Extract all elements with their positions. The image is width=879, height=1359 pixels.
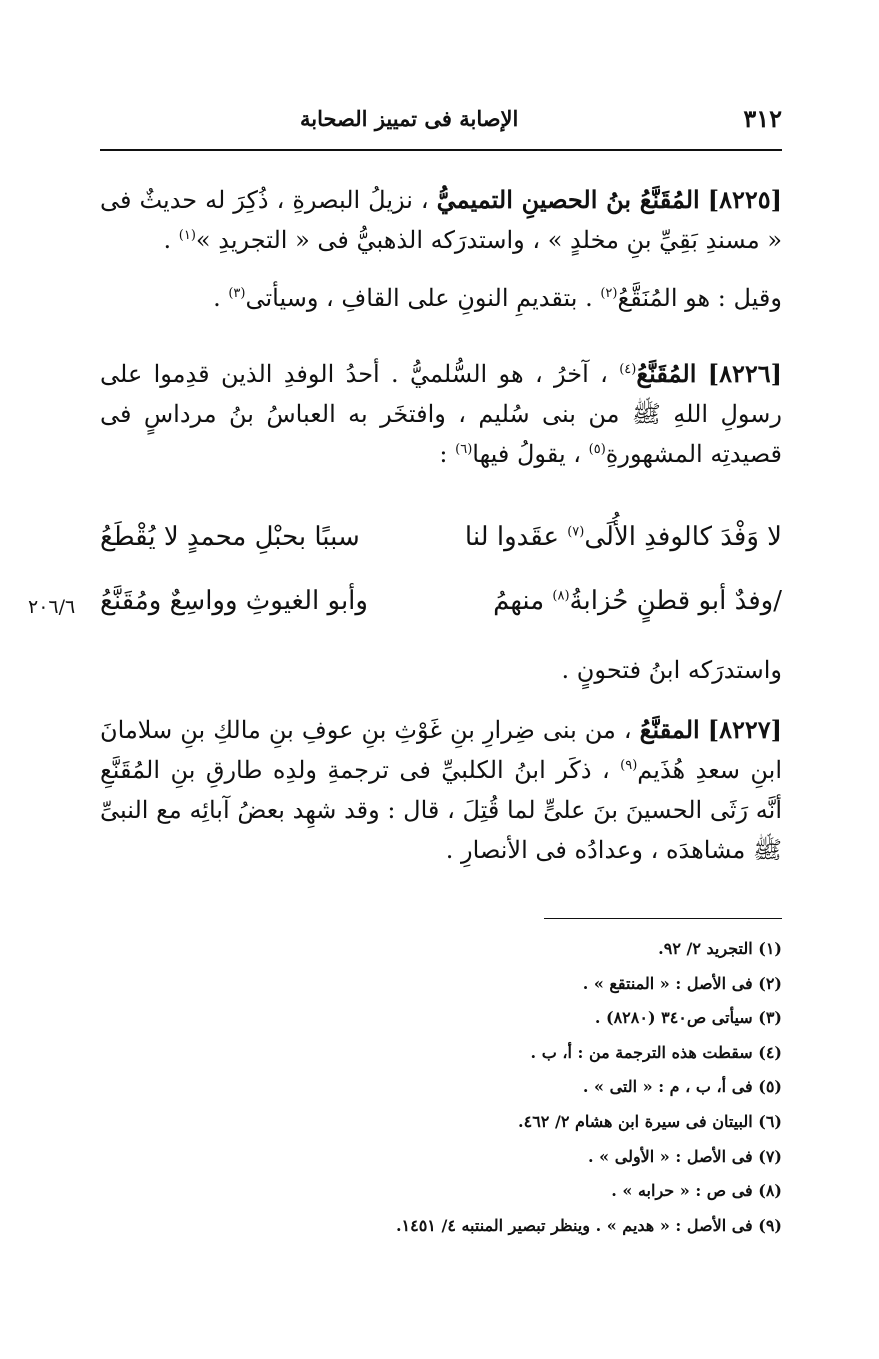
entry-name: المُقَنَّعُ بنُ الحصينِ التميميُّ bbox=[436, 185, 700, 214]
footnote-marker: (٥) bbox=[588, 442, 606, 457]
verse-second-hemistich: سببًا بحبْلِ محمدٍ لا يُقْطَعُ bbox=[100, 522, 360, 552]
entry-text: . بتقديمِ النونِ على القافِ ، وسيأتى bbox=[245, 284, 601, 312]
footnotes bbox=[100, 932, 782, 1243]
verse-first-hemistich bbox=[465, 522, 782, 552]
margin-page-reference: ٢٠٦/٦ bbox=[28, 596, 76, 618]
entry-text-end: . bbox=[163, 226, 179, 254]
page-number: ٣١٢ bbox=[743, 104, 782, 133]
footnote-marker: (٢) bbox=[600, 286, 618, 301]
poem-verse-2 bbox=[100, 586, 782, 632]
footnote: (٦) البيتان فى سيرة ابن هشام ٢/ ٤٦٢. bbox=[518, 1111, 782, 1131]
footnote: (٨) فى ص : « حرابه » . bbox=[611, 1181, 782, 1201]
footnote: (٩) فى الأصل : « هديم » . وينظر تبصير المنتبه ٤/ ١٤٥١. bbox=[395, 1215, 782, 1235]
entry-8227-paragraph bbox=[100, 710, 782, 870]
footnote: (٢) فى الأصل : « المنتقع » . bbox=[582, 973, 782, 993]
entry-8226-after bbox=[100, 650, 782, 708]
verse-text: لا وَفْدَ كالوفدِ الأُلَى bbox=[584, 522, 782, 552]
entry-8226 bbox=[100, 354, 782, 492]
entry-text: ، آخرُ ، هو السُّلميُّ . أحدُ الوفدِ الذين قدِموا على رسولِ اللهِ ﷺ من بنى سُليم ، وافتخَر به العباسُ بنُ مرداسٍ فى قصيدتِه المشهورةِ bbox=[100, 360, 782, 468]
entry-number: [٨٢٢٧] bbox=[707, 715, 782, 744]
footnote-marker: (٩) bbox=[620, 758, 638, 773]
footnote-marker: (٧) bbox=[567, 524, 585, 540]
footnote: (٣) سيأتى ص٣٤٠ (٨٢٨٠) . bbox=[594, 1008, 782, 1028]
entry-text: ، ذكَر ابنُ الكلبيِّ فى ترجمةِ ولدِه طارقِ بنِ المُقَنَّعِ أنَّه رَثَى الحسينَ بنَ علىٍّ لما قُتِلَ ، قال : وقد شهِد بعضُ آبائِه مع النبىِّ ﷺ مشاهدَه ، وعدادُه فى الأنصارِ . bbox=[100, 756, 782, 864]
footnote-marker: (١) bbox=[178, 228, 196, 243]
header-divider bbox=[100, 149, 782, 151]
entry-number: [٨٢٢٥] bbox=[707, 185, 782, 214]
footnote: (١) التجريد ٢/ ٩٢. bbox=[658, 939, 782, 958]
footnote-marker: (٣) bbox=[228, 286, 246, 301]
entry-text: وقيل : هو المُنَقَّعُ bbox=[617, 284, 782, 312]
verse-text: منهمُ bbox=[493, 586, 553, 616]
poem-verse-1 bbox=[100, 522, 782, 568]
footnote-marker: (٤) bbox=[619, 362, 637, 377]
entry-8225-paragraph bbox=[100, 180, 782, 260]
entry-text-end: : bbox=[439, 440, 456, 468]
page-header bbox=[100, 104, 782, 144]
entry-name: المقنَّعُ bbox=[639, 715, 700, 744]
footnote-marker: (٦) bbox=[455, 442, 473, 457]
footnote-divider bbox=[544, 918, 782, 919]
entry-text-end: . bbox=[213, 284, 229, 312]
footnote-marker: (٨) bbox=[552, 588, 570, 604]
entry-8227 bbox=[100, 710, 782, 888]
verse-second-hemistich: وأبو الغيوثِ وواسِعٌ ومُقَنَّعُ bbox=[100, 586, 368, 616]
footnote: (٧) فى الأصل : « الأولى » . bbox=[588, 1146, 782, 1166]
entry-8225-note bbox=[100, 278, 782, 318]
entry-number: [٨٢٢٦] bbox=[707, 359, 782, 388]
entry-name: المُقَنَّعُ bbox=[636, 359, 697, 388]
entry-text: ، يقولُ فيها bbox=[472, 440, 589, 468]
running-title: الإصابة فى تمييز الصحابة bbox=[300, 106, 519, 131]
entry-text: واستدرَكه ابنُ فتحونٍ . bbox=[561, 656, 782, 684]
footnote: (٥) فى أ، ب ، م : « التى » . bbox=[582, 1077, 782, 1097]
verse-text: عقَدوا لنا bbox=[464, 522, 568, 552]
entry-text: ، نزيلُ البصرةِ ، ذُكِرَ له حديثٌ فى « مسندِ بَقِيِّ بنِ مخلدٍ » ، واستدرَكه الذهبيُّ فى « التجريدِ » bbox=[100, 186, 782, 254]
verse-first-hemistich bbox=[493, 586, 782, 616]
verse-text: /وفدٌ أبو قطنٍ حُزابةُ bbox=[569, 586, 782, 616]
entry-8226-paragraph bbox=[100, 354, 782, 474]
entry-text: ، من بنى ضِرارِ بنِ غَوْثِ بنِ عوفِ بنِ مالكِ بنِ سلامانَ ابنِ سعدِ هُذَيم bbox=[100, 716, 782, 784]
footnote: (٤) سقطت هذه الترجمة من : أ، ب . bbox=[530, 1042, 782, 1062]
entry-8225 bbox=[100, 180, 782, 336]
